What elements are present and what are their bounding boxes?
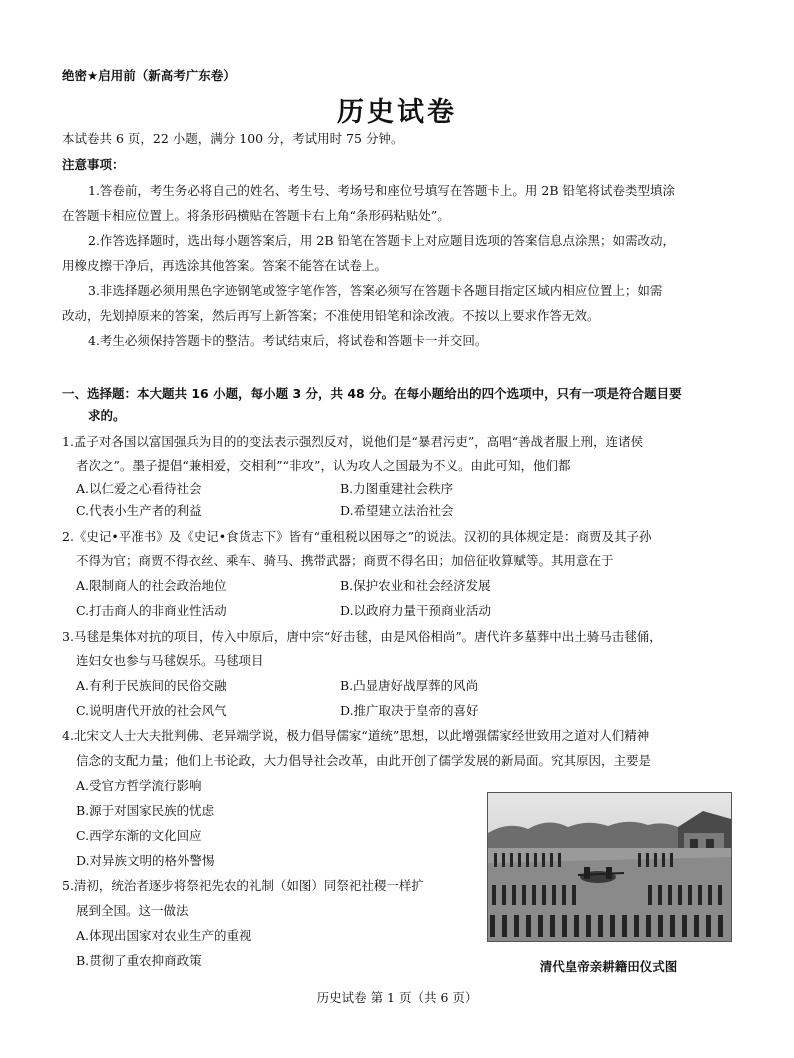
ceremony-illustration (487, 792, 732, 942)
question-3-option-d: D.推广取决于皇帝的喜好 (340, 703, 479, 718)
notes-line: 用橡皮擦干净后，再选涂其他答案。答案不能答在试卷上。 (62, 258, 388, 273)
question-3-option-c: C.说明唐代开放的社会风气 (76, 703, 227, 718)
question-5-stem: 5.清初，统治者逐步将祭祀先农的礼制（如图）同祭祀社稷一样扩 (62, 878, 424, 893)
question-2-option-d: D.以政府力量干预商业活动 (340, 603, 492, 618)
notes-line: 3.非选择题必须用黑色字迹钢笔或签字笔作答，答案必须写在答题卡各题目指定区域内相应位置上；如需 (88, 283, 663, 298)
notes-line: 1.答卷前，考生务必将自己的姓名、考生号、考场号和座位号填写在答题卡上。用 2B 铅笔将试卷类型填涂 (88, 183, 676, 198)
question-1-stem-cont: 者次之”。墨子提倡“兼相爱，交相利”“非攻”，认为攻人之国最为不义。由此可知，他们都 (76, 458, 571, 473)
question-4-option-d: D.对异族文明的格外警惕 (76, 853, 215, 868)
question-2-stem: 2.《史记•平准书》及《史记•食货志下》皆有“重租税以困辱之”的说法。汉初的具体规定是：商贾及其子孙 (62, 529, 652, 544)
notes-line: 2.作答选择题时，选出每小题答案后，用 2B 铅笔在答题卡上对应题目选项的答案信息点涂黑；如需改动， (88, 233, 676, 248)
question-1-stem: 1.孟子对各国以富国强兵为目的的变法表示强烈反对，说他们是“暴君污吏”，高唱“善战者服上刑，连诸侯 (62, 434, 644, 449)
notes-line: 在答题卡相应位置上。将条形码横贴在答题卡右上角“条形码粘贴处”。 (62, 208, 450, 223)
page-title: 历史试卷 (337, 97, 457, 128)
notes-line: 4.考生必须保持答题卡的整洁。考试结束后，将试卷和答题卡一并交回。 (88, 333, 488, 348)
notes-line: 改动，先划掉原来的答案，然后再写上新答案；不准使用铅笔和涂改液。不按以上要求作答无效。 (62, 308, 600, 323)
page-footer: 历史试卷 第 1 页（共 6 页） (316, 990, 478, 1005)
figure-caption: 清代皇帝亲耕籍田仪式图 (539, 959, 678, 974)
question-5-stem-cont: 展到全国。这一做法 (76, 903, 189, 918)
question-4-option-a: A.受官方哲学流行影响 (76, 778, 202, 793)
question-1-option-a: A.以仁爱之心看待社会 (76, 481, 202, 496)
question-4-option-c: C.西学东渐的文化回应 (76, 828, 202, 843)
secrecy-label: 绝密★启用前（新高考广东卷） (62, 68, 236, 83)
question-5-option-b: B.贯彻了重农抑商政策 (76, 953, 202, 968)
question-2-stem-cont: 不得为官；商贾不得衣丝、乘车、骑马、携带武器；商贾不得名田；加倍征收算赋等。其用意在于 (76, 553, 614, 568)
question-5-option-a: A.体现出国家对农业生产的重视 (76, 928, 252, 943)
question-4-option-b: B.源于对国家民族的忧虑 (76, 803, 215, 818)
question-2-option-a: A.限制商人的社会政治地位 (76, 578, 227, 593)
exam-info: 本试卷共 6 页，22 小题，满分 100 分，考试用时 75 分钟。 (62, 131, 404, 146)
question-3-stem: 3.马毬是集体对抗的项目，传入中原后，唐中宗“好击毬，由是风俗相尚”。唐代许多墓葬中出土骑马击毬俑， (62, 629, 662, 644)
notes-heading: 注意事项： (62, 157, 125, 172)
question-1-option-c: C.代表小生产者的利益 (76, 503, 202, 518)
question-4-stem-cont: 信念的支配力量；他们上书论政，大力倡导社会改革，由此开创了儒学发展的新局面。究其原因，主要是 (76, 753, 652, 768)
question-3-option-a: A.有利于民族间的民俗交融 (76, 678, 227, 693)
section-heading: 一、选择题：本大题共 16 小题，每小题 3 分，共 48 分。在每小题给出的四个选项中，只有一项是符合题目要 (62, 386, 682, 401)
question-3-option-b: B.凸显唐好战厚葬的风尚 (340, 678, 479, 693)
question-2-option-c: C.打击商人的非商业性活动 (76, 603, 227, 618)
section-heading-cont: 求的。 (88, 408, 126, 423)
question-3-stem-cont: 连妇女也参与马毬娱乐。马毬项目 (76, 653, 264, 668)
question-1-option-d: D.希望建立法治社会 (340, 503, 454, 518)
question-1-option-b: B.力图重建社会秩序 (340, 481, 454, 496)
question-4-stem: 4.北宋文人士大夫批判佛、老异端学说，极力倡导儒家“道统”思想，以此增强儒家经世致用之道对人们精神 (62, 728, 650, 743)
question-2-option-b: B.保护农业和社会经济发展 (340, 578, 491, 593)
